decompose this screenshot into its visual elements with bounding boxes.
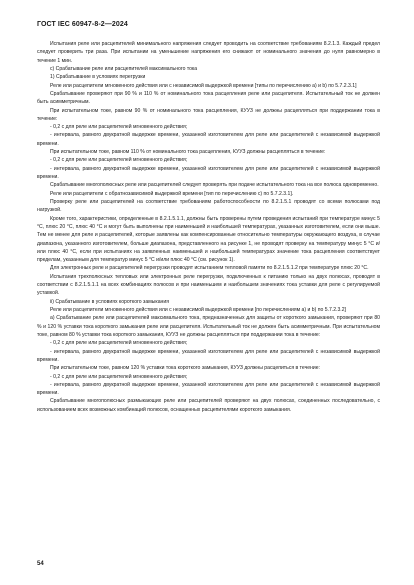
paragraph: Проверку реле или расцепителей на соответствие требованиям работоспособности по 8.2.1.5.1 проводят со всеми полюсами под нагрузкой. — [37, 198, 380, 214]
paragraph: - интервала, равного двукратной выдержке времени, указанной изготовителем для реле или расцепителей с независимой выдержкой времени. — [37, 165, 380, 180]
paragraph: При испытательном токе, равном 110 % от номинального тока расцепления, КУУЗ должны расцепляться в течение: — [50, 149, 326, 156]
paragraph: ii) Срабатывание в условиях короткого замыкания — [50, 298, 169, 305]
paragraph: Испытания трехполюсных тепловых или электронных реле перегрузки, подключенных к питанию только на двух полюсах, проводят в соответствии с 8.2.1.5.1.1 на всех комбинациях полюсов и при наименьшем и наибольшем значениях тока уставки для реле с регулируемой уставкой. — [37, 273, 380, 297]
paragraph: При испытательном токе, равном 90 % от номинального тока расцепления, КУУЗ не должны расцепляться при поддержании тока в течение: — [37, 107, 380, 122]
paragraph: Срабатывание проверяют при 90 % и 110 % от номинального тока расцепления реле или расцепителя. Испытательный ток не должен быть асимметричным. — [37, 90, 380, 106]
paragraph: - 0,2 с для реле или расцепителей мгновенного действия; — [50, 157, 188, 164]
paragraph: - 0,2 с для реле или расцепителей мгновенного действия; — [50, 373, 188, 380]
paragraph: Срабатывание многополюсных реле или расцепителей следует проверять при подаче испытательного тока на все полюса одновременно. — [50, 182, 379, 189]
paragraph: - 0,2 с для реле или расцепителей мгновенного действия; — [50, 124, 188, 131]
paragraph: Испытания реле или расцепителей минимального напряжения следует проводить на соответствие требованиям 8.2.1.3. Каждый предел следует проверить три раза. При испытании на уменьшение напряжения его снижают от номинального значения до нуля равномерно в течение 1 мин. — [37, 41, 380, 64]
paragraph: a) Срабатывание реле или расцепителей максимального тока, предназначенных для защиты от короткого замыкания, проверяют при 80 % и 120 % уставки тока короткого замыкания реле или расцепителя. Испытательный ток не должен быть асимметричным. При испытательном токе, равном 80 % уставки тока короткого замыкания, КУУЗ не должны расцепляться при поддержании тока в течение: — [37, 315, 380, 338]
paragraph: Реле или расцепители с обратнозависимой выдержкой времени [тип по перечислению c) по 5.7.2.3.1]. — [50, 190, 294, 197]
paragraph: При испытательном токе, равном 120 % уставки тока короткого замыкания, КУУЗ должны расцепиться в течение: — [50, 365, 320, 372]
document-body — [37, 40, 380, 414]
paragraph: 1) Срабатывание в условиях перегрузки — [50, 74, 146, 81]
paragraph: - 0,2 с для реле или расцепителей мгновенного действия; — [50, 340, 188, 347]
paragraph: Срабатывание многополюсных размыкающих реле или расцепителей проверяют на двух полюсах, соединенных последовательно, с использованием всех возможных комбинаций полюсов, оснащенных расцепителями короткого замыкания. — [37, 398, 380, 413]
paragraph: - интервала, равного двукратной выдержке времени, указанной изготовителем для реле или расцепителей с независимой выдержкой времени. — [37, 132, 380, 147]
page-number: 54 — [37, 561, 44, 567]
paragraph: c) Срабатывание реле или расцепителей максимального тока — [50, 65, 198, 72]
paragraph: Для электронных реле и расцепителей перегрузки проводят испытанием тепловой памяти по 8.2.1.5.1.2 при температуре плюс 20 °C. — [50, 265, 369, 272]
paragraph: Кроме того, характеристики, определенные в 8.2.1.5.1.1, должны быть проверены путем проведения испытаний при температуре минус 5 °C, плюс 20 °C, плюс 40 °C и могут быть выполнены при наименьшей и наибольшей температурах, указанных изготовителем, если они выше. Тем не менее для реле и расцепителей, которые заявлены как компенсированные относительно температуры окружающего воздуха, в случае диапазона, указанного изготовителем, больше диапазона, представленного на рисунке 1, не проводят проверку на температуру минус 5 °C и/или плюс 40 °C, если при испытаниях на заявленных наименьшей и наибольшей температурах значение тока расцепления соответствует пределам, указанным для температур минус 5 °C и/или плюс 40 °C (см. рисунок 1). — [37, 215, 380, 264]
paragraph: Реле или расцепители мгновенного действия или с независимой выдержкой времени [типы по перечислению a) и b) по 5.7.2.3.1] — [50, 82, 357, 89]
document-header: ГОСТ IEC 60947-8-2—2024 — [37, 21, 128, 28]
paragraph: Реле или расцепители мгновенного действия или с независимой выдержкой времени [по перечислениям a) и b) по 5.7.2.3.2] — [50, 307, 346, 313]
paragraph: - интервала, равного двукратной выдержке времени, указанной изготовителем для реле или расцепителей с независимой выдержкой времени. — [37, 348, 380, 363]
paragraph: - интервала, равного двукратной выдержке времени, указанной изготовителем для реле или расцепителей с независимой выдержкой времени. — [37, 381, 380, 397]
